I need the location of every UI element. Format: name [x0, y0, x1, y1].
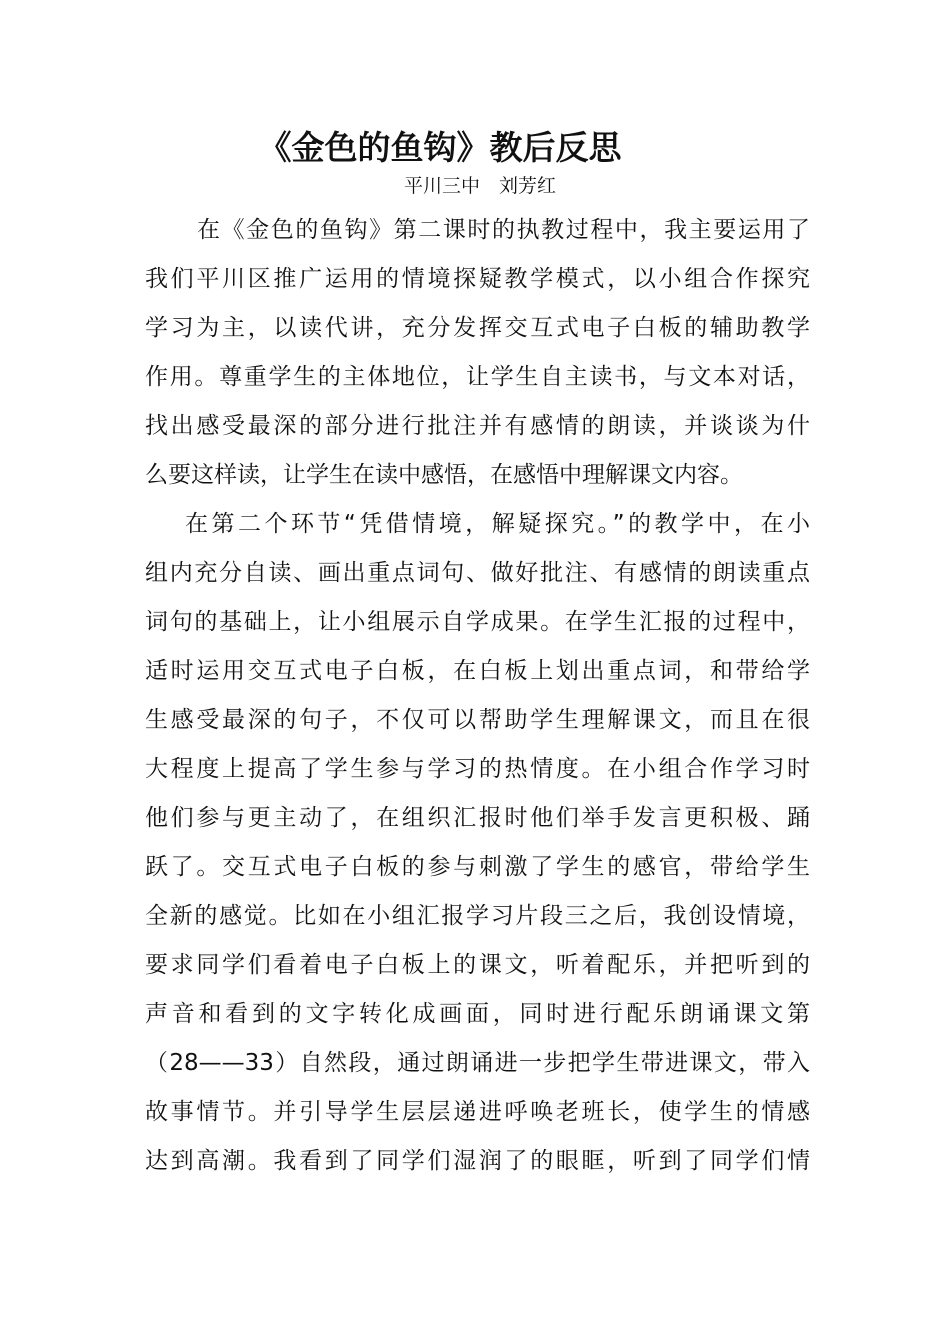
paragraph-2-line-4: 适时运用交互式电子白板，在白板上划出重点词，和带给学 [145, 658, 810, 684]
paragraph-2-line-11: 声音和看到的文字转化成画面，同时进行配乐朗诵课文第 [145, 1001, 810, 1027]
paragraph-1-line-1: 在《金色的鱼钩》第二课时的执教过程中，我主要运用了 [197, 217, 810, 243]
paragraph-2-line-3: 词句的基础上，让小组展示自学成果。在学生汇报的过程中， [145, 609, 810, 635]
paragraph-2-line-14: 达到高潮。我看到了同学们湿润了的眼眶，听到了同学们情 [145, 1148, 810, 1174]
document-title: 《金色的鱼钩》教后反思 [258, 128, 622, 167]
paragraph-2-line-2: 组内充分自读、画出重点词句、做好批注、有感情的朗读重点 [145, 560, 810, 586]
paragraph-2-line-9: 全新的感觉。比如在小组汇报学习片段三之后，我创设情境， [145, 903, 810, 929]
paragraph-1-line-6: 么要这样读，让学生在读中感悟，在感悟中理解课文内容。 [145, 462, 743, 488]
paragraph-2-line-5: 生感受最深的句子，不仅可以帮助学生理解课文，而且在很 [145, 707, 810, 733]
paragraph-1-line-5: 找出感受最深的部分进行批注并有感情的朗读，并谈谈为什 [145, 413, 810, 439]
paragraph-1-line-4: 作用。尊重学生的主体地位，让学生自主读书，与文本对话， [145, 364, 810, 390]
paragraph-2-line-7: 他们参与更主动了，在组织汇报时他们举手发言更积极、踊 [145, 805, 810, 831]
paragraph-2-line-1: 在第二个环节“凭借情境，解疑探究。”的教学中，在小 [185, 511, 810, 537]
author-line: 平川三中 刘芳红 [403, 175, 556, 197]
paragraph-2-line-12: （28——33）自然段，通过朗诵进一步把学生带进课文，带入 [145, 1050, 810, 1076]
document-body [145, 206, 810, 1186]
paragraph-2-line-13: 故事情节。并引导学生层层递进呼唤老班长，使学生的情感 [145, 1099, 810, 1125]
paragraph-1-line-3: 学习为主，以读代讲，充分发挥交互式电子白板的辅助教学 [145, 315, 810, 341]
paragraph-2-line-8: 跃了。交互式电子白板的参与刺激了学生的感官，带给学生 [145, 854, 810, 880]
paragraph-1-line-2: 我们平川区推广运用的情境探疑教学模式，以小组合作探究 [145, 266, 810, 292]
paragraph-2-line-10: 要求同学们看着电子白板上的课文，听着配乐，并把听到的 [145, 952, 810, 978]
paragraph-2-line-6: 大程度上提高了学生参与学习的热情度。在小组合作学习时 [145, 756, 810, 782]
